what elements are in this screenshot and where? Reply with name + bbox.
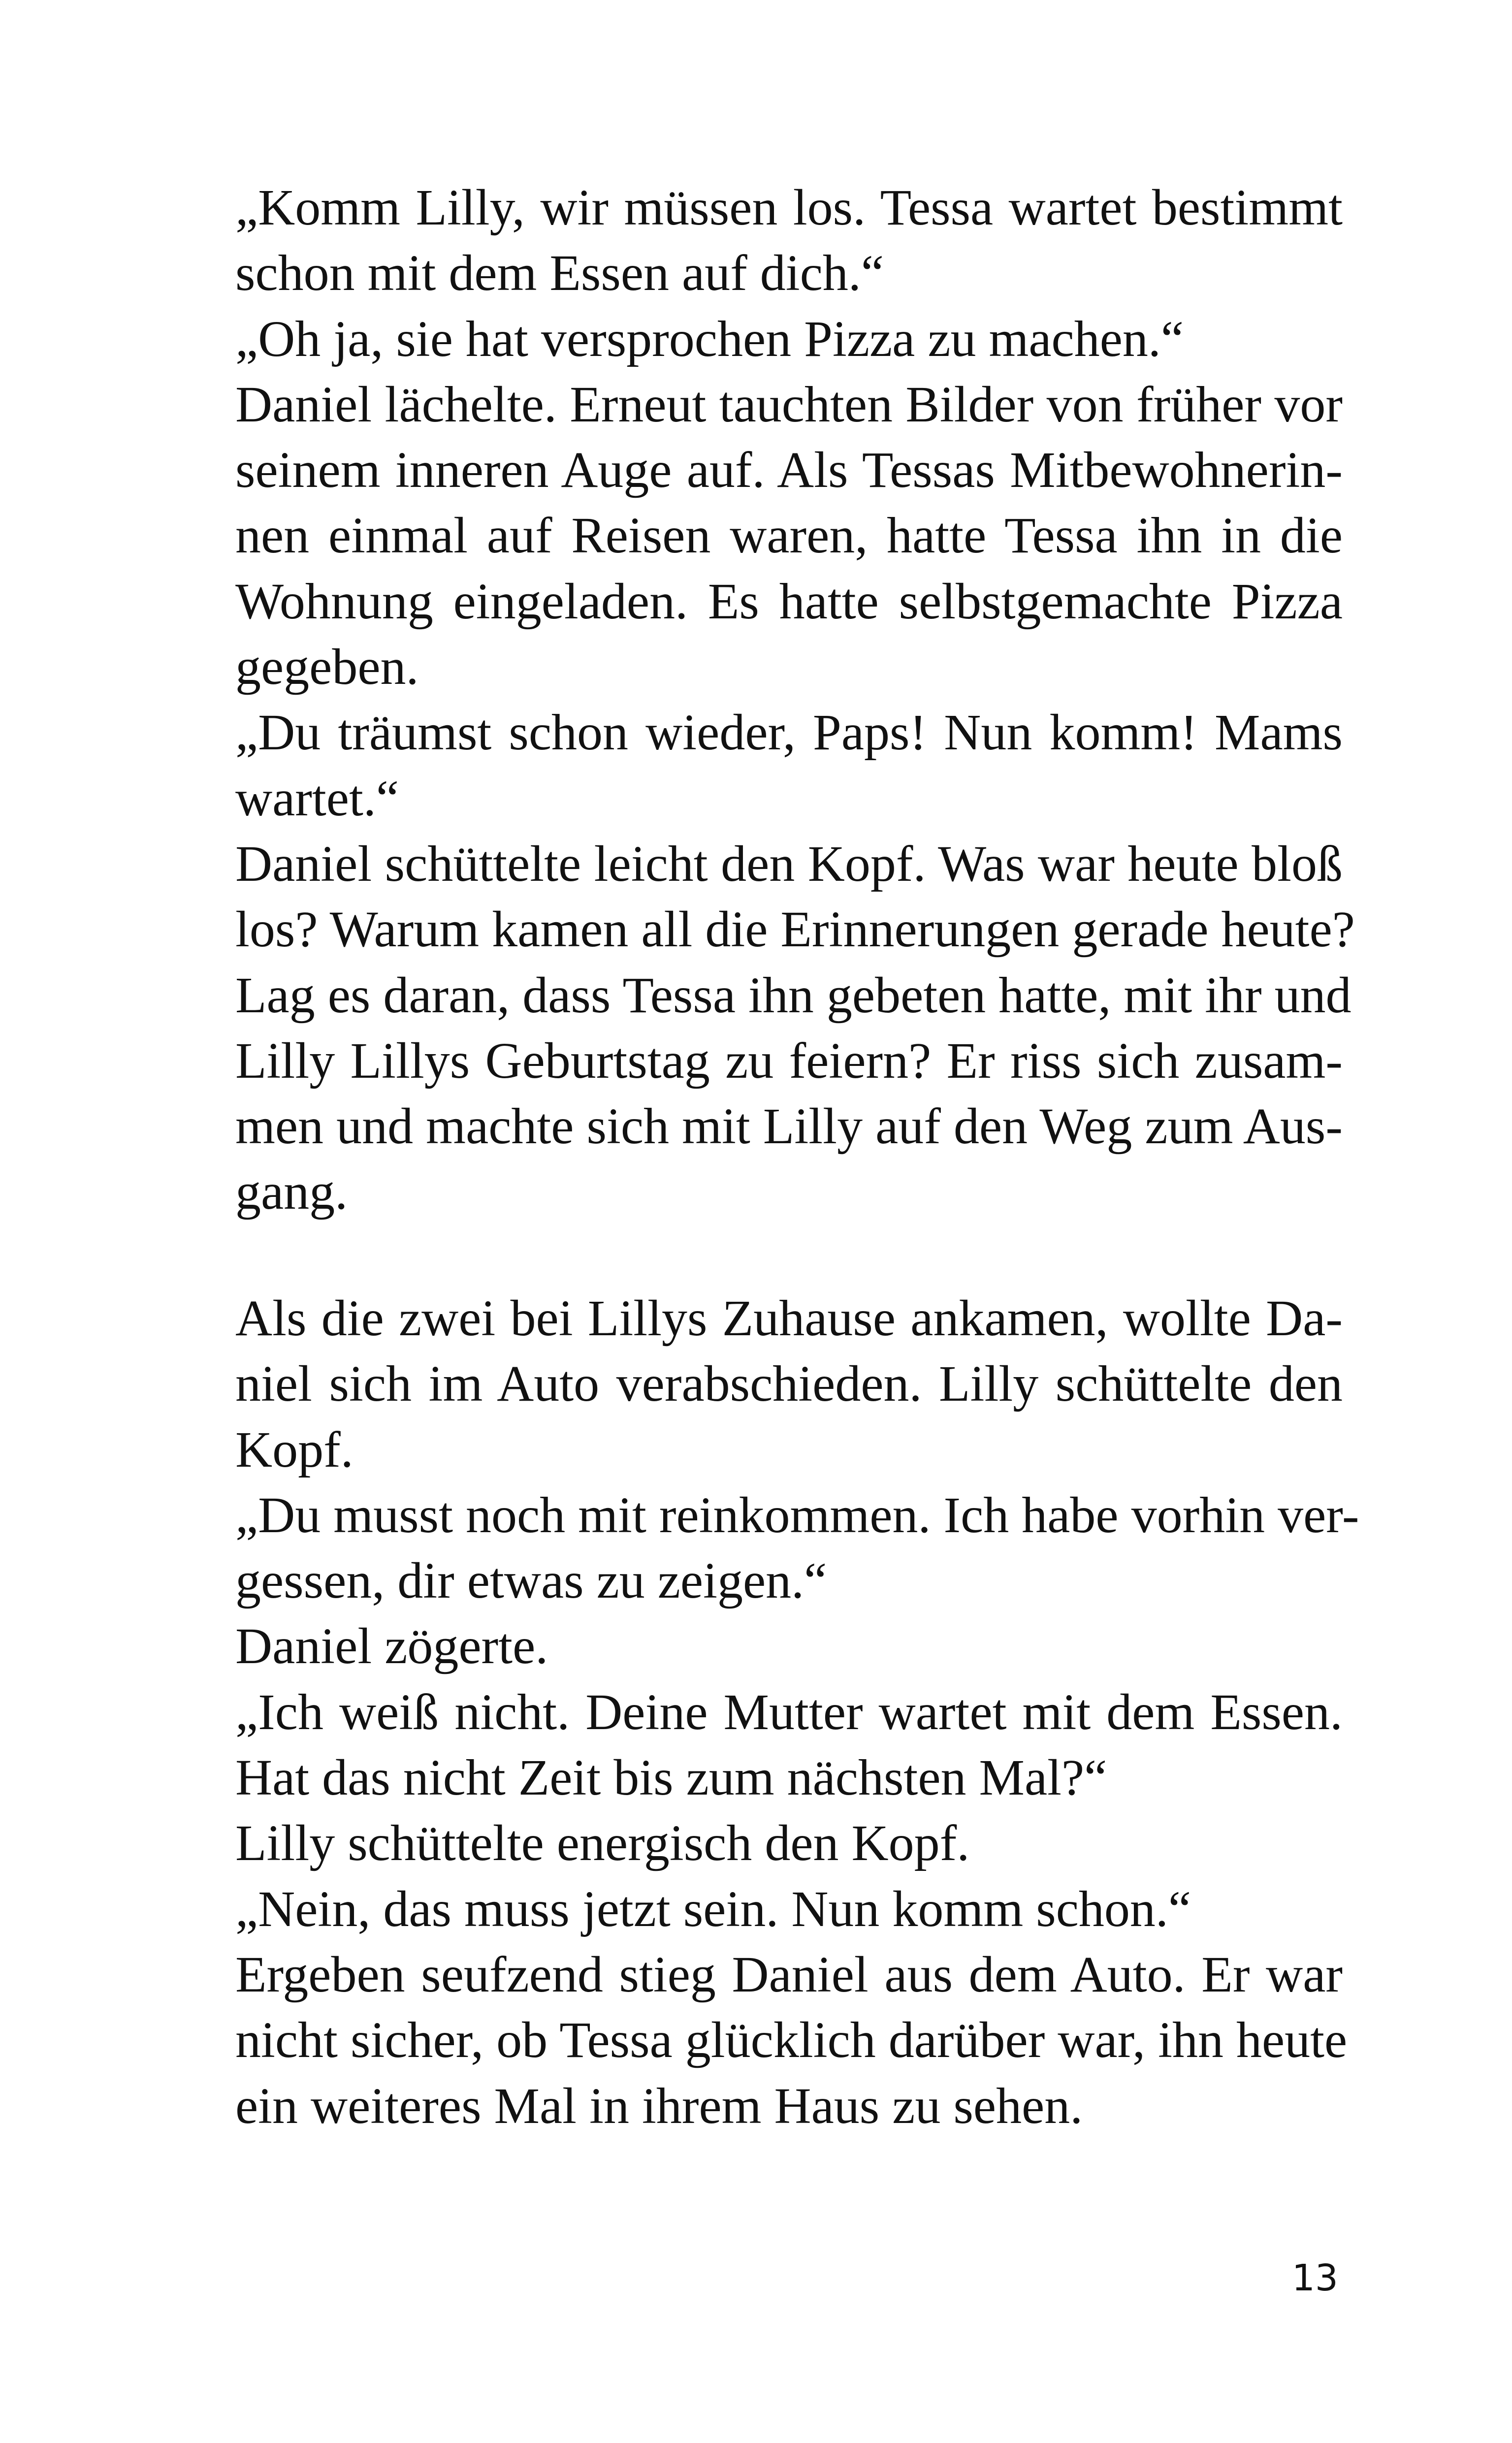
text-line: „Oh ja, sie hat versprochen Pizza zu machen.“ bbox=[235, 310, 1184, 367]
text-line: Lilly schüttelte energisch den Kopf. bbox=[235, 1815, 970, 1872]
text-line: „Nein, das muss jetzt sein. Nun komm schon.“ bbox=[235, 1880, 1191, 1937]
text-line: nen einmal auf Reisen waren, hatte Tessa ihn in die bbox=[235, 507, 1343, 564]
text-line: Wohnung eingeladen. Es hatte selbstgemachte Pizza bbox=[235, 573, 1343, 630]
text-line: nicht sicher, ob Tessa glücklich darüber war, ihn heute bbox=[235, 2012, 1348, 2069]
text-line: Daniel schüttelte leicht den Kopf. Was war heute bloß bbox=[235, 835, 1343, 892]
text-line: Ergeben seufzend stieg Daniel aus dem Auto. Er war bbox=[235, 1946, 1343, 2003]
text-line: Kopf. bbox=[235, 1421, 354, 1478]
text-line: Daniel zögerte. bbox=[235, 1618, 548, 1675]
paragraph-section-1 bbox=[235, 175, 1355, 1225]
text-line: gang. bbox=[235, 1163, 348, 1221]
text-line: niel sich im Auto verabschieden. Lilly schüttelte den bbox=[235, 1355, 1343, 1413]
text-line: „Ich weiß nicht. Deine Mutter wartet mit dem Essen. bbox=[235, 1683, 1343, 1740]
text-line: los? Warum kamen all die Erinnerungen gerade heute? bbox=[235, 901, 1355, 958]
text-line: Lilly Lillys Geburtstag zu feiern? Er riss sich zusam- bbox=[235, 1032, 1343, 1089]
text-line: men und machte sich mit Lilly auf den Weg zum Aus- bbox=[235, 1098, 1343, 1155]
text-line: gegeben. bbox=[235, 639, 419, 696]
text-line: seinem inneren Auge auf. Als Tessas Mitbewohnerin- bbox=[235, 442, 1343, 499]
text-line: schon mit dem Essen auf dich.“ bbox=[235, 245, 884, 302]
text-line: Lag es daran, dass Tessa ihn gebeten hatte, mit ihr und bbox=[235, 966, 1351, 1024]
text-line: Daniel lächelte. Erneut tauchten Bilder von früher vor bbox=[235, 376, 1343, 433]
text-line: wartet.“ bbox=[235, 770, 399, 827]
paragraph-section-2 bbox=[235, 1286, 1359, 2139]
text-line: ein weiteres Mal in ihrem Haus zu sehen. bbox=[235, 2077, 1083, 2134]
text-line: Hat das nicht Zeit bis zum nächsten Mal?“ bbox=[235, 1749, 1107, 1806]
text-line: „Du träumst schon wieder, Paps! Nun komm! Mams bbox=[235, 704, 1343, 761]
text-line: gessen, dir etwas zu zeigen.“ bbox=[235, 1552, 827, 1609]
text-line: „Du musst noch mit reinkommen. Ich habe vorhin ver- bbox=[235, 1486, 1359, 1543]
page-number: 13 bbox=[1291, 2257, 1338, 2299]
text-line: Als die zwei bei Lillys Zuhause ankamen, wollte Da- bbox=[235, 1290, 1343, 1347]
text-line: „Komm Lilly, wir müssen los. Tessa wartet bestimmt bbox=[235, 179, 1343, 236]
